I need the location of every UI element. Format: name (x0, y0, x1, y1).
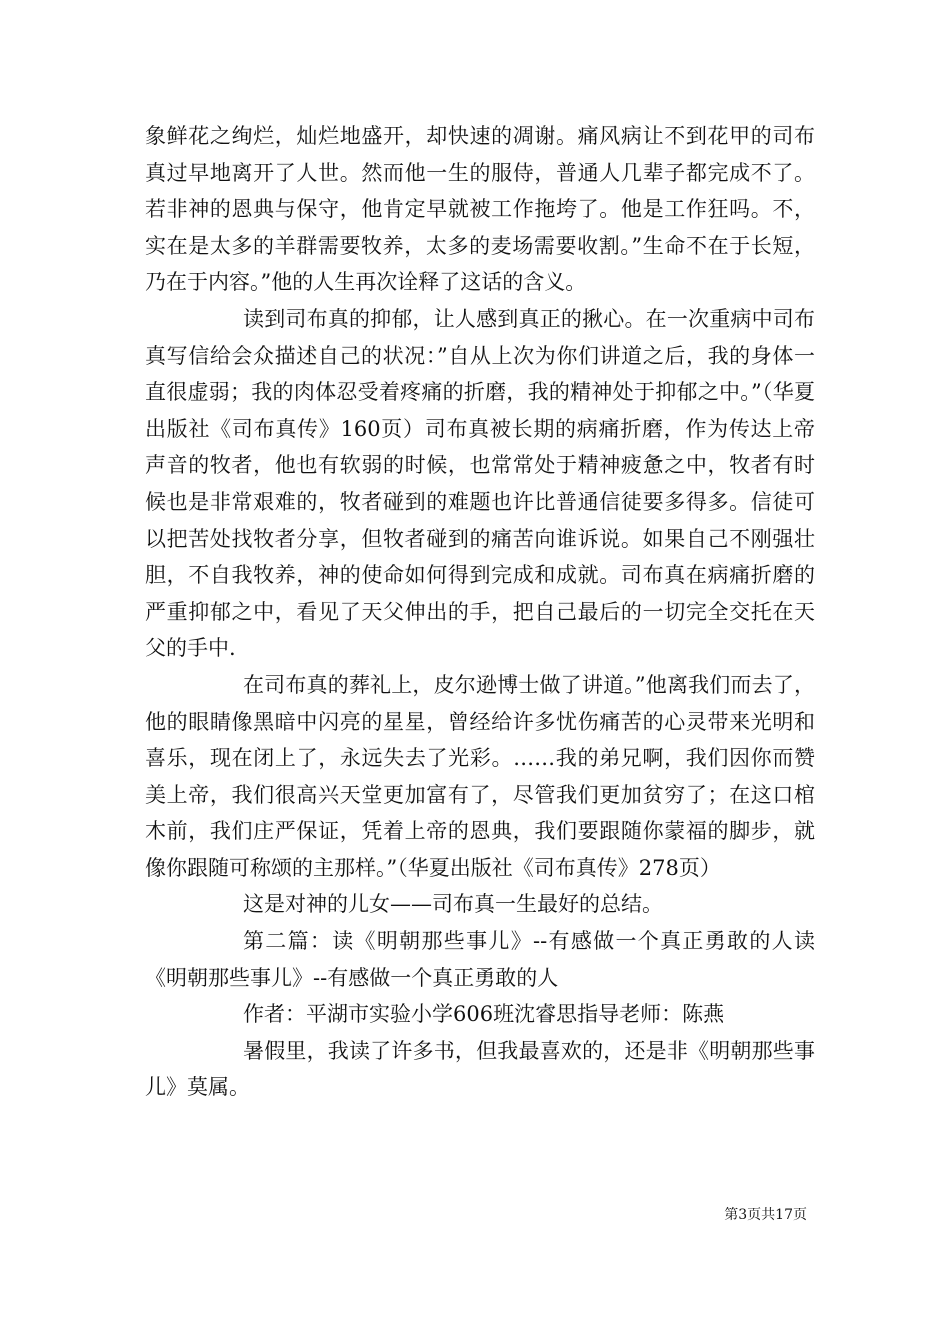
page-number: 第3页共17页 (724, 1207, 807, 1223)
paragraph: 这是对神的儿女——司布真一生最好的总结。 (243, 892, 663, 917)
paragraph: 读到司布真的抑郁，让人感到真正的揪心。在一次重病中司布真写信给会众描述自己的状况：”自从上次为你们讲道之后，我的身体一直很虚弱；我的肉体忍受着疼痛的折磨，我的精神处于抑郁之中。”（华夏出版社《司布真传》160页）司布真被长期的病痛折磨，作为传达上帝声音的牧者，他也有软弱的时候，也常常处于精神疲惫之中，牧者有时候也是非常艰难的，牧者碰到的难题也许比普通信徒要多得多。信徒可以把苦处找牧者分享，但牧者碰到的痛苦向谁诉说。如果自己不刚强壮胆，不自我牧养，神的使命如何得到完成和成就。司布真在病痛折磨的严重抑郁之中，看见了天父伸出的手，把自己最后的一切完全交托在天父的手中. (145, 306, 815, 661)
paragraph: 暑假里，我读了许多书，但我最喜欢的，还是非《明朝那些事儿》莫属。 (145, 1038, 815, 1100)
author-line: 作者：平湖市实验小学606班沈睿思指导老师：陈燕 (243, 1002, 725, 1027)
paragraph: 象鲜花之绚烂，灿烂地盛开，却快速的凋谢。痛风病让不到花甲的司布真过早地离开了人世。然而他一生的服侍，普通人几辈子都完成不了。若非神的恩典与保守，他肯定早就被工作拖垮了。他是工作狂吗。不，实在是太多的羊群需要牧养，太多的麦场需要收割。”生命不在于长短，乃在于内容。”他的人生再次诠释了这话的含义。 (145, 124, 815, 295)
body-text (145, 118, 815, 1106)
section-heading: 第二篇：读《明朝那些事儿》--有感做一个真正勇敢的人读《明朝那些事儿》--有感做一个真正勇敢的人 (145, 929, 815, 990)
paragraph: 在司布真的葬礼上，皮尔逊博士做了讲道。”他离我们而去了，他的眼睛像黑暗中闪亮的星星，曾经给许多忧伤痛苦的心灵带来光明和喜乐，现在闭上了，永远失去了光彩。……我的弟兄啊，我们因你而赞美上帝，我们很高兴天堂更加富有了，尽管我们更加贫穷了；在这口棺木前，我们庄严保证，凭着上帝的恩典，我们要跟随你蒙福的脚步，就像你跟随可称颂的主那样。”（华夏出版社《司布真传》278页） (145, 672, 815, 880)
